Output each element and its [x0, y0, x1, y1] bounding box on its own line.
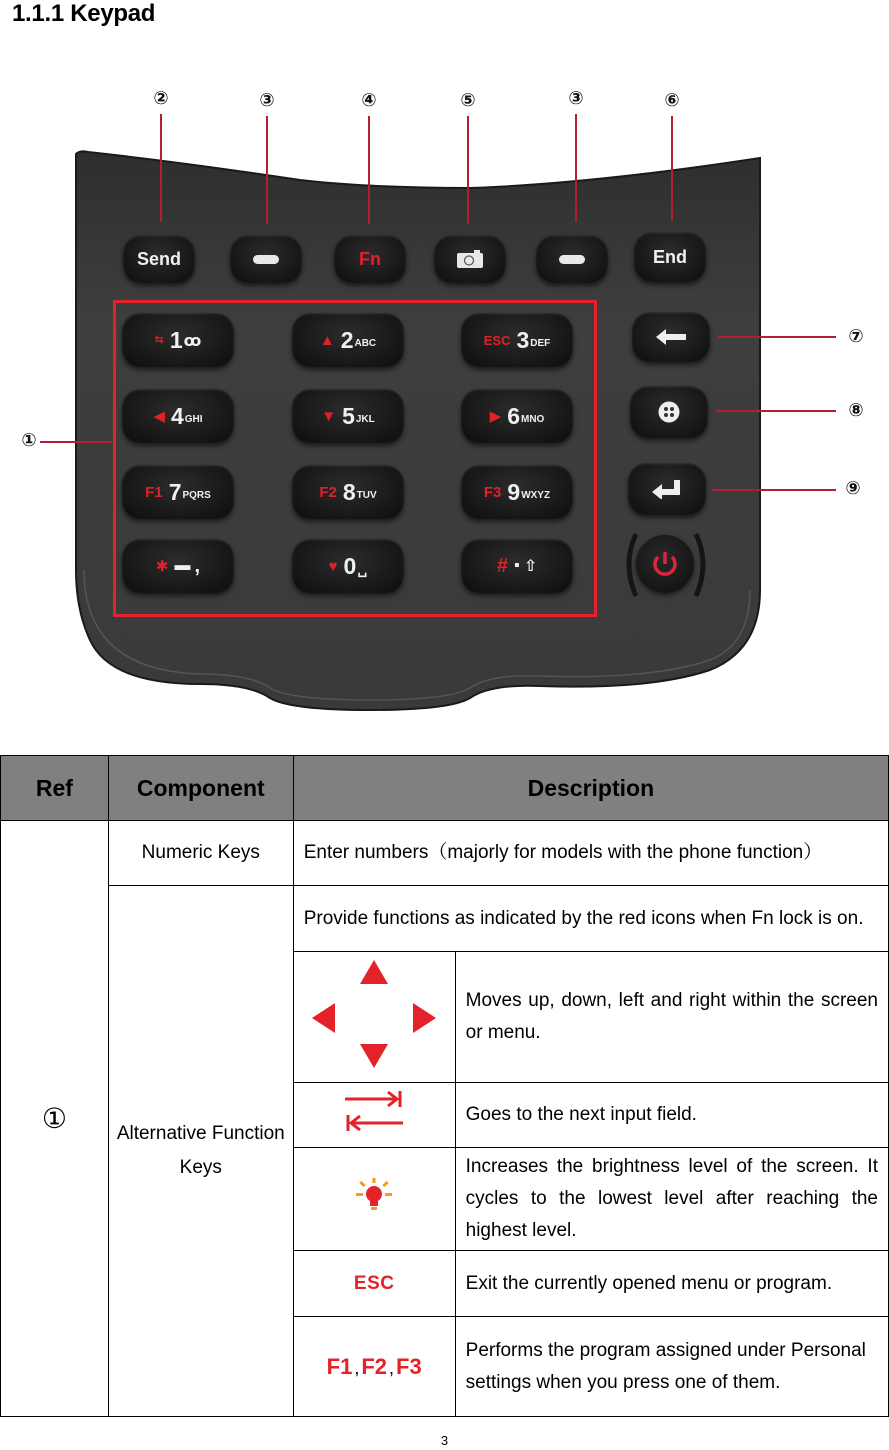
callout-1: ① — [21, 430, 37, 451]
table-header-row — [1, 756, 889, 821]
callout-3-left: ③ — [259, 90, 275, 111]
section-heading: 1.1.1 Keypad — [12, 0, 156, 27]
right-soft-key — [536, 235, 608, 283]
star-key: ✱ ▬ , — [122, 539, 234, 593]
end-key: End — [634, 232, 706, 282]
component-numeric-keys: Numeric Keys — [108, 821, 293, 886]
numeric-key-2: ▲ 2 ABC — [292, 313, 404, 367]
tab-icon — [343, 1089, 405, 1135]
enter-arrow-icon — [652, 479, 682, 499]
numeric-key-5: ▼ 5 JKL — [292, 389, 404, 443]
ref-symbol: ① — [41, 1102, 67, 1135]
callout-2-line — [160, 114, 162, 222]
ref-cell — [1, 821, 109, 1417]
header-description: Description — [293, 756, 888, 821]
page-number: 3 — [440, 1433, 449, 1448]
table-row-alternative-intro — [1, 886, 889, 952]
backspace-arrow-icon — [656, 329, 686, 345]
callout-4: ④ — [361, 90, 377, 111]
arrow-keys-icon — [309, 958, 439, 1070]
camera-icon — [456, 249, 484, 269]
callout-6: ⑥ — [664, 90, 680, 111]
power-key-guard — [620, 528, 712, 600]
description-function-keys: Performs the program assigned under Personal settings when you press one of them. — [455, 1317, 888, 1417]
callout-4-line — [368, 116, 370, 224]
header-component: Component — [108, 756, 293, 821]
callout-1-line — [40, 441, 112, 443]
keypad-spec-table — [0, 755, 889, 1417]
separator: , — [389, 1357, 395, 1378]
callout-8: ⑧ — [848, 400, 864, 421]
callout-5: ⑤ — [460, 90, 476, 111]
table-row-numeric-keys — [1, 821, 889, 886]
description-esc-key: Exit the currently opened menu or program. — [455, 1251, 888, 1317]
hash-key: # ▪ ⇧ — [461, 539, 573, 593]
description-alternative-intro: Provide functions as indicated by the red icons when Fn lock is on. — [293, 886, 888, 952]
header-ref: Ref — [1, 756, 109, 821]
callout-3-left-line — [266, 116, 268, 224]
soft-key-bar-icon — [559, 255, 585, 264]
windows-logo-icon — [658, 401, 680, 423]
esc-icon-cell — [293, 1251, 455, 1317]
keypad-figure — [0, 80, 889, 700]
f1-icon: F1 — [326, 1353, 353, 1379]
soft-key-bar-icon — [253, 255, 279, 264]
callout-9-line — [712, 489, 836, 491]
tab-icon-cell — [293, 1083, 455, 1148]
callout-6-line — [671, 116, 673, 220]
fn-key: Fn — [334, 235, 406, 283]
callout-2: ② — [153, 88, 169, 109]
callout-7: ⑦ — [848, 326, 864, 347]
left-soft-key — [230, 235, 302, 283]
callout-3-right: ③ — [568, 88, 584, 109]
f3-icon: F3 — [396, 1353, 422, 1379]
brightness-icon-cell — [293, 1148, 455, 1251]
description-brightness-key: Increases the brightness level of the screen. It cycles to the lowest level after reaching the highest level. — [455, 1148, 888, 1251]
numeric-key-6: ▶ 6 MNO — [461, 389, 573, 443]
esc-icon: ESC — [353, 1272, 395, 1294]
callout-5-line — [467, 116, 469, 224]
function-keys-icon-cell — [293, 1317, 455, 1417]
description-arrow-keys: Moves up, down, left and right within the screen or menu. — [455, 952, 888, 1083]
send-key: Send — [123, 235, 195, 283]
numeric-key-1: ⇆ 1 ꝏ — [122, 313, 234, 367]
callout-7-line — [718, 336, 836, 338]
component-alternative-function-keys: Alternative Function Keys — [108, 886, 293, 1417]
start-key — [630, 386, 708, 438]
numeric-key-3: ESC 3 DEF — [461, 313, 573, 367]
callout-9: ⑨ — [845, 478, 861, 499]
arrow-keys-icon-cell — [293, 952, 455, 1083]
backspace-key — [632, 312, 710, 362]
numeric-key-4: ◀ 4 GHI — [122, 389, 234, 443]
camera-key — [434, 235, 506, 283]
separator: , — [354, 1357, 360, 1378]
numeric-key-7: F1 7 PQRS — [122, 465, 234, 519]
brightness-bulb-icon — [354, 1176, 394, 1216]
numeric-key-9: F3 9 WXYZ — [461, 465, 573, 519]
callout-3-right-line — [575, 114, 577, 222]
f2-icon: F2 — [361, 1353, 388, 1379]
description-tab-key: Goes to the next input field. — [455, 1083, 888, 1148]
description-numeric-keys: Enter numbers（majorly for models with the phone function） — [293, 821, 888, 886]
callout-8-line — [716, 410, 836, 412]
enter-key — [628, 463, 706, 515]
numeric-key-0: ♥ 0 ␣ — [292, 539, 404, 593]
numeric-key-8: F2 8 TUV — [292, 465, 404, 519]
